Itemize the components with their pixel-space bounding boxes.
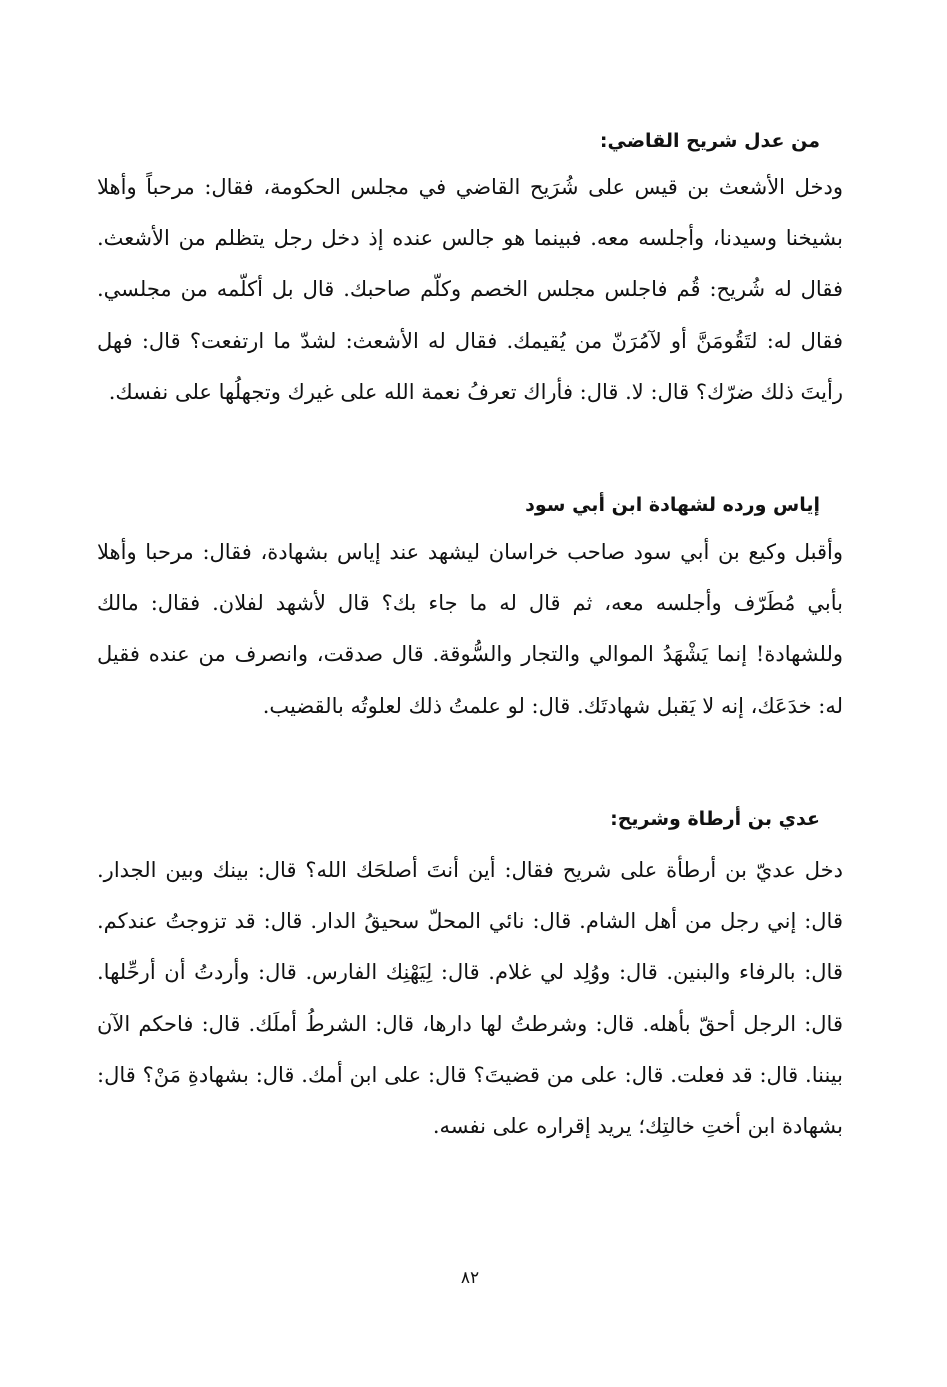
section-heading: عدي بن أرطاة وشريح: (610, 808, 820, 830)
section-paragraph: ودخل الأشعث بن قيس على شُرَيح القاضي في مجلس الحكومة، فقال: مرحباً وأهلا بشيخنا وسيدنا، وأجلسه معه. فبينما هو جالس عنده إذ دخل رجل يتظلم من الأشعث. فقال له شُريح: قُم فاجلس مجلس الخصم وكلّم صاحبك. قال بل أكلّمه من مجلسي. فقال له: لتَقُومَنَّ أو لآمُرَنّ من يُقيمك. فقال له الأشعث: لشدّ ما ارتفعت؟ قال: فهل رأيتَ ذلك ضرّك؟ قال: لا. قال: فأراك تعرفُ نعمة الله على غيرك وتجهلُها على نفسك. (97, 175, 843, 404)
page-number: ٨٢ (460, 1268, 480, 1288)
section-paragraph: دخل عديّ بن أرطأة على شريح فقال: أين أنتَ أصلحَك الله؟ قال: بينك وبين الجدار. قال: إني رجل من أهل الشام. قال: نائي المحلّ سحيقُ الدار. قال: قد تزوجتُ عندكم. قال: بالرفاء والبنين. قال: ووُلِد لي غلام. قال: لِيَهْنِك الفارس. قال: وأردتُ أن أرحِّلها. قال: الرجل أحقّ بأهله. قال: وشرطتُ لها دارها، قال: الشرطُ أملَك. قال: فاحكم الآن بيننا. قال: قد فعلت. قال: على من قضيتَ؟ قال: على ابن أمك. قال: بشهادةِ مَنْ؟ قال: بشهادة ابن أختِ خالتِك؛ يريد إقراره على نفسه. (97, 858, 843, 1139)
section-heading: من عدل شريح القاضي: (599, 130, 820, 152)
section-heading: إياس ورده لشهادة ابن أبي سود (525, 494, 820, 516)
section-paragraph: وأقبل وكيع بن أبي سود صاحب خراسان ليشهد عند إياس بشهادة، فقال: مرحبا وأهلا بأبي مُطَرّف وأجلسه معه، ثم قال له ما جاء بك؟ قال لأشهد لفلان. فقال: مالك وللشهادة! إنما يَشْهَدُ الموالي والتجار والسُّوقة. قال صدقت، وانصرف من عنده فقيل له: خدَعَك، إنه لا يَقبل شهادتَك. قال: لو علمتُ ذلك لعلوتُه بالقضيب. (97, 540, 843, 718)
